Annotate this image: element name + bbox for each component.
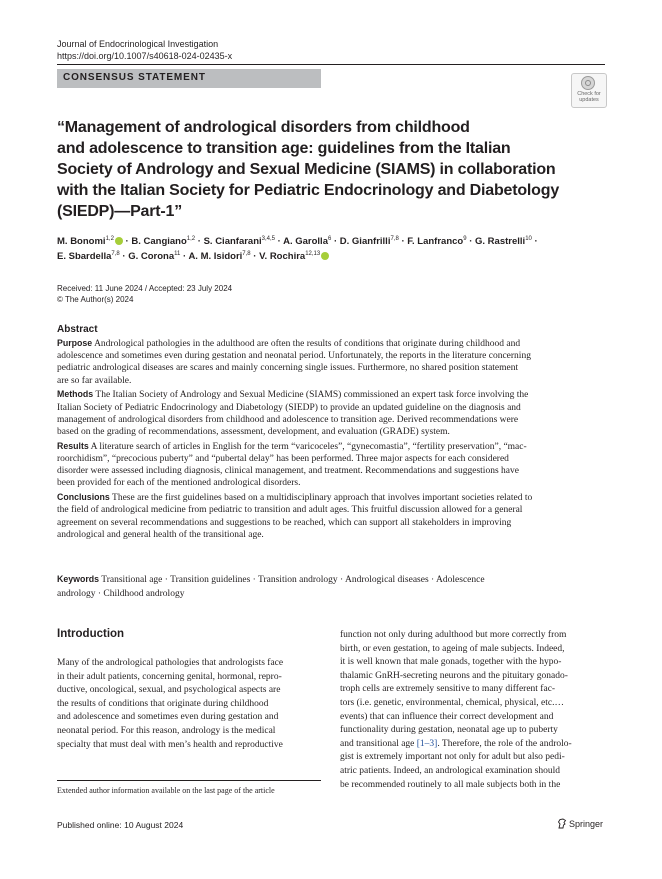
publisher-logo [557, 818, 603, 829]
springer-horse-icon [557, 818, 567, 829]
abstract-methods: Methods The Italian Society of Andrology and Sexual Medicine (SIAMS) commissioned an expert task force involving the Italian Society of Pediatric Endocrinology and Diabetology (SIEDP) to provide an updated guideline on the diagnosis and management of andrological disorders from childhood and adolescence to transition age. Derived recommendations were based on the grading of recommendations, assessment, development, and evaluation (GRADE) system. [57, 389, 529, 438]
abstract-conclusions: Conclusions These are the first guidelines based on a multidisciplinary approach that involves important societies related to the field of andrological medicine from pediatric to transition and adult ages. This fruitful discussion allowed for a general agreement on several recommendations and suggestions to be reached, which can support all stakeholders in improving andrological and general health of the transitional age. [57, 492, 533, 540]
section-label: CONSENSUS STATEMENT [63, 72, 206, 83]
article-dates [57, 283, 232, 305]
author-name[interactable]: G. Corona [128, 251, 175, 262]
section-band [57, 69, 321, 88]
author-name[interactable]: S. Cianfarani [203, 236, 262, 247]
footnote-rule [57, 780, 321, 781]
orcid-icon[interactable] [321, 252, 329, 260]
journal-name: Journal of Endocrinological Investigation [57, 39, 219, 49]
author-name[interactable]: E. Sbardella [57, 251, 112, 262]
conclusions-label: Conclusions [57, 492, 110, 503]
intro-right-column: function not only during adulthood but more correctly from birth, or even gestation, to ageing of male subjects. Indeed, it is well known that male gonads, together with the hypo- thalamic GnRH-secreting neurons and the pituitary gonado- troph cells are extremely sensitive to many different fac- tors (i.e. genetic, environmental, chemical, physical, etc.… events) that can influence their correct development and functionality during gestation, neonatal age up to puberty and transitional age [1–3]. Therefore, the role of the androlo- gist is extremely important not only for adult but also pedi- atric patients. Indeed, an andrological examination should be recommended routinely to all male subjects both in the [340, 630, 572, 790]
author-name[interactable]: D. Gianfrilli [339, 236, 391, 247]
author-line-1: M. Bonomi$^{1,2}$ · B. Cangiano$^{1,2}$ · S. Cianfarani$^{3,4,5}$ · A. Garolla$^6$ · D. Gianfrilli$^{7,8}$ · F. Lanfranco$^9$ · G. Rastrelli$^{10}$ · [57, 236, 538, 247]
introduction-heading: Introduction [57, 628, 125, 640]
keywords: Keywords Transitional age · Transition guidelines · Transition andrology · Andrological diseases · Adolescence andrology · Childhood andrology [57, 574, 485, 599]
citation-link[interactable]: [1–3] [416, 738, 438, 749]
author-name[interactable]: A. Garolla [283, 236, 328, 247]
methods-label: Methods [57, 389, 94, 400]
abstract-heading: Abstract [57, 324, 98, 335]
header-rule [57, 64, 605, 65]
results-label: Results [57, 440, 89, 451]
author-list [57, 234, 617, 264]
abstract [57, 323, 605, 541]
check-updates-icon [581, 76, 595, 90]
author-name[interactable]: F. Lanfranco [407, 236, 464, 247]
published-date: Published online: 10 August 2024 [57, 820, 184, 830]
copyright: © The Author(s) 2024 [57, 295, 134, 304]
abstract-purpose: Purpose Andrological pathologies in the adulthood are often the results of conditions that originate during childhood and adolescence and sometimes even during gestation and neonatal period. Unfortunately, the reports in the literature concerning pediatric andrological diseases are scares and mainly concerning single issues. Furthermore, no shared position statement are so far available. [57, 338, 531, 386]
intro-left-column: Many of the andrological pathologies that andrologists face in their adult patients, concerning genital, hormonal, repro- ductive, oncological, sexual, and psychological aspects are the results of conditions that originate during childhood and adolescence and sometimes even during gestation and neonatal period. For this reason, andrology is the medical specialty that must deal with men’s health and reproductive [57, 658, 284, 750]
publisher-name: Springer [569, 819, 604, 829]
author-name[interactable]: V. Rochira [259, 251, 306, 262]
abstract-results: Results A literature search of articles in English for the term “varicoceles”, “gynecomastia”, “fertility preservation”, “mac- roorchidism”, “precocious puberty” and “pubertal delay” has been performed. Three major aspects for each considered disorder were assessed including diagnosis, clinical management, and treatment. Recommendations and suggestions have been provided for each of the mentioned andrological disorders. [57, 440, 527, 489]
keywords-label: Keywords [57, 574, 100, 584]
author-name[interactable]: G. Rastrelli [475, 236, 526, 247]
doi-link[interactable]: https://doi.org/10.1007/s40618-024-02435-x [57, 51, 233, 61]
orcid-icon[interactable] [115, 237, 123, 245]
footnote: Extended author information available on the last page of the article [57, 786, 275, 795]
author-name[interactable]: A. M. Isidori [188, 251, 243, 262]
received-accepted: Received: 11 June 2024 / Accepted: 23 July 2024 [57, 284, 233, 293]
author-line-2: E. Sbardella$^{7,8}$ · G. Corona$^{11}$ · A. M. Isidori$^{7,8}$ · V. Rochira$^{12,13}$ [57, 249, 617, 264]
check-updates-label: Check for updates [577, 91, 601, 103]
author-name[interactable]: B. Cangiano [131, 236, 187, 247]
article-title: “Management of andrological disorders from childhood and adolescence to transition age: guidelines from the Italian Society of Andrology and Sexual Medicine (SIAMS) in collaboration with the Italian Society for Pediatric Endocrinology and Diabetology (SIEDP)—Part-1” [57, 119, 560, 220]
author-name[interactable]: M. Bonomi [57, 236, 106, 247]
check-for-updates-badge[interactable] [571, 73, 607, 108]
purpose-label: Purpose [57, 338, 93, 348]
journal-header [57, 38, 232, 62]
